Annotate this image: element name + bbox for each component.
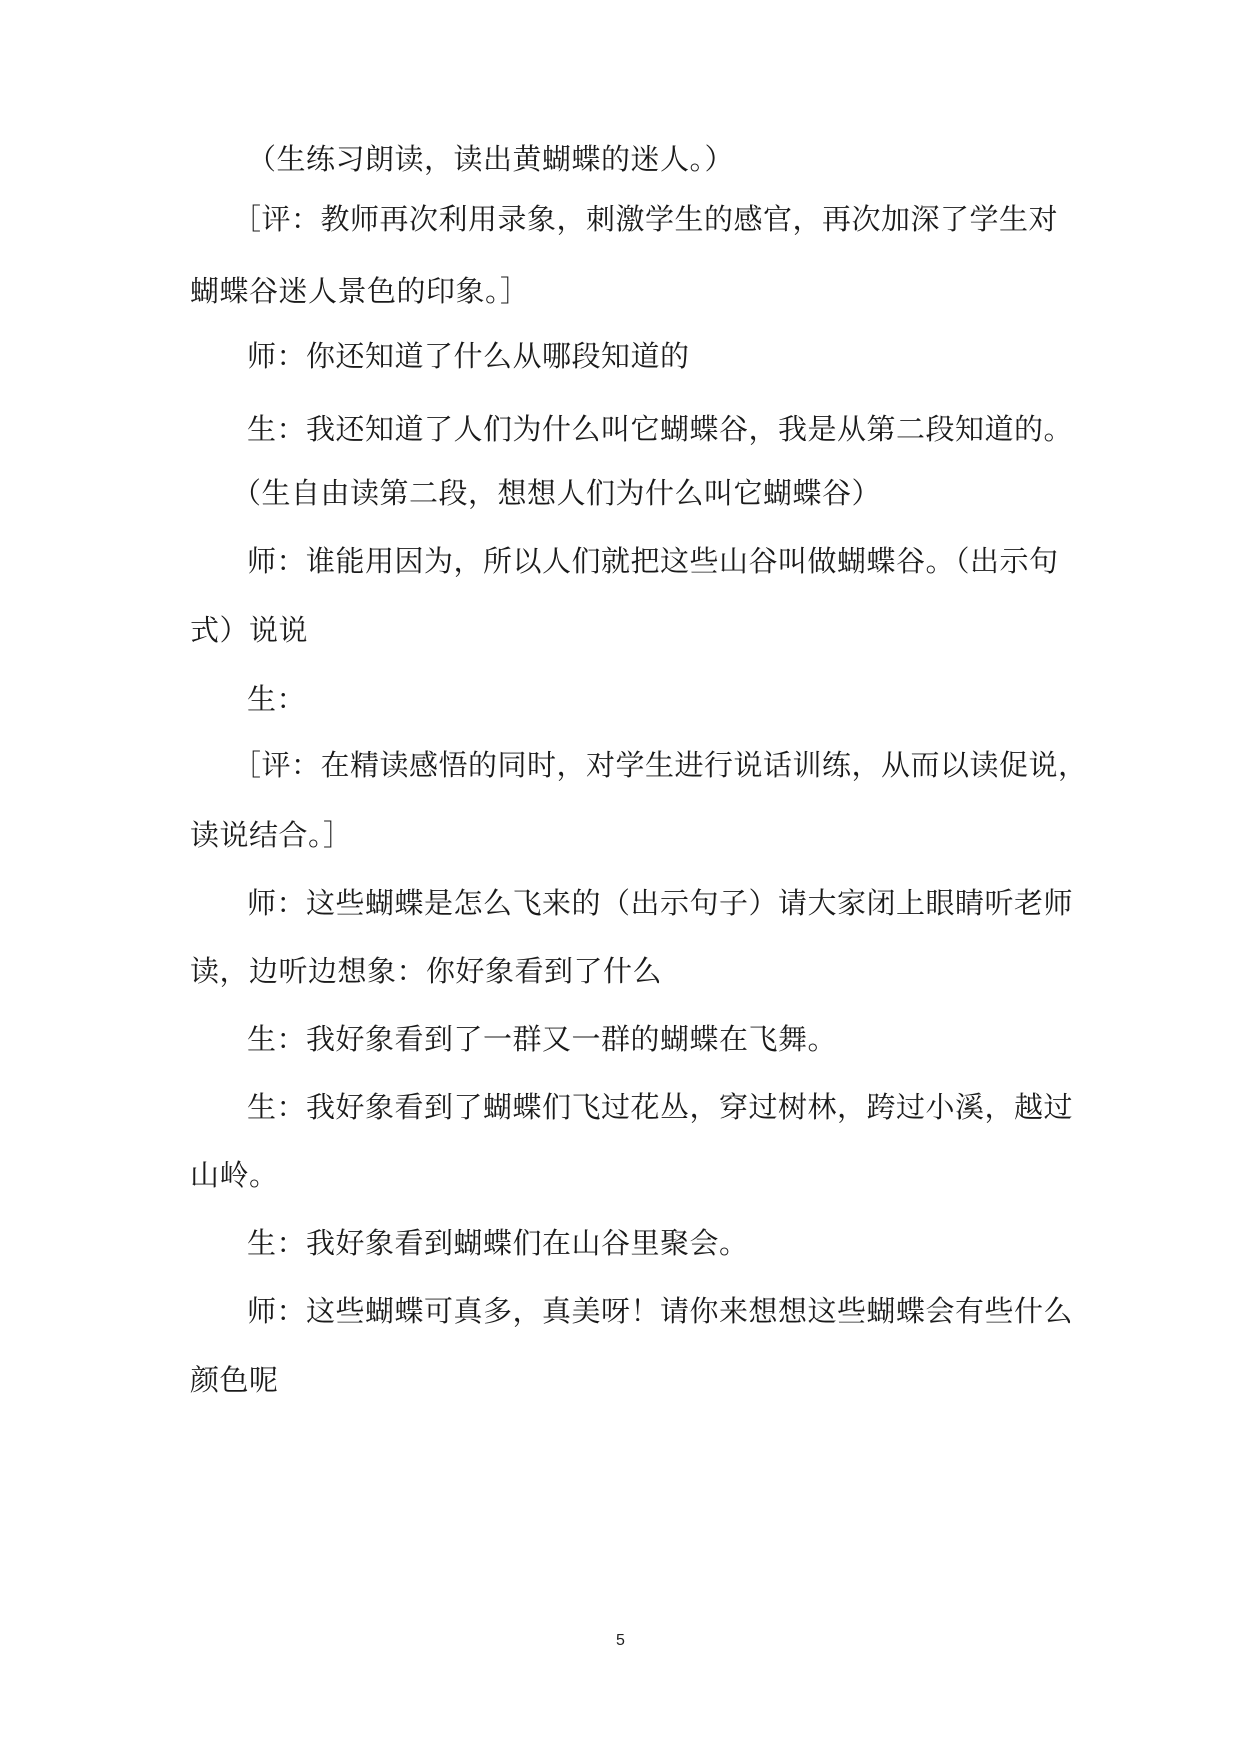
text-line-17: 生：我好象看到蝴蝶们在山谷里聚会。 bbox=[247, 1226, 749, 1260]
text-line-19: 颜色呢 bbox=[190, 1363, 279, 1397]
text-line-4: 师：你还知道了什么从哪段知道的 bbox=[247, 339, 690, 373]
text-line-11: 读说结合。］ bbox=[190, 818, 353, 852]
text-line-15: 生：我好象看到了蝴蝶们飞过花丛，穿过树林，跨过小溪，越过 bbox=[247, 1090, 1074, 1124]
text-line-14: 生：我好象看到了一群又一群的蝴蝶在飞舞。 bbox=[247, 1022, 838, 1056]
text-line-6: （生自由读第二段，想想人们为什么叫它蝴蝶谷） bbox=[232, 476, 882, 510]
text-line-16: 山岭。 bbox=[190, 1158, 279, 1192]
text-line-18: 师：这些蝴蝶可真多，真美呀！请你来想想这些蝴蝶会有些什么 bbox=[247, 1294, 1074, 1328]
text-line-9: 生： bbox=[247, 682, 307, 716]
text-line-13: 读，边听边想象：你好象看到了什么 bbox=[190, 954, 663, 988]
text-line-10: ［评：在精读感悟的同时，对学生进行说话训练，从而以读促说， bbox=[232, 748, 1088, 782]
text-line-2: ［评：教师再次利用录象，刺激学生的感官，再次加深了学生对 bbox=[232, 202, 1059, 236]
text-line-7: 师：谁能用因为，所以人们就把这些山谷叫做蝴蝶谷。（出示句 bbox=[247, 544, 1059, 578]
page-number: 5 bbox=[616, 1632, 625, 1649]
text-line-1: （生练习朗读，读出黄蝴蝶的迷人。） bbox=[247, 142, 735, 176]
text-line-8: 式）说说 bbox=[190, 613, 309, 647]
text-line-5: 生：我还知道了人们为什么叫它蝴蝶谷，我是从第二段知道的。 bbox=[247, 412, 1074, 446]
text-line-3: 蝴蝶谷迷人景色的印象。］ bbox=[190, 274, 530, 308]
text-line-12: 师：这些蝴蝶是怎么飞来的（出示句子）请大家闭上眼睛听老师 bbox=[247, 886, 1074, 920]
